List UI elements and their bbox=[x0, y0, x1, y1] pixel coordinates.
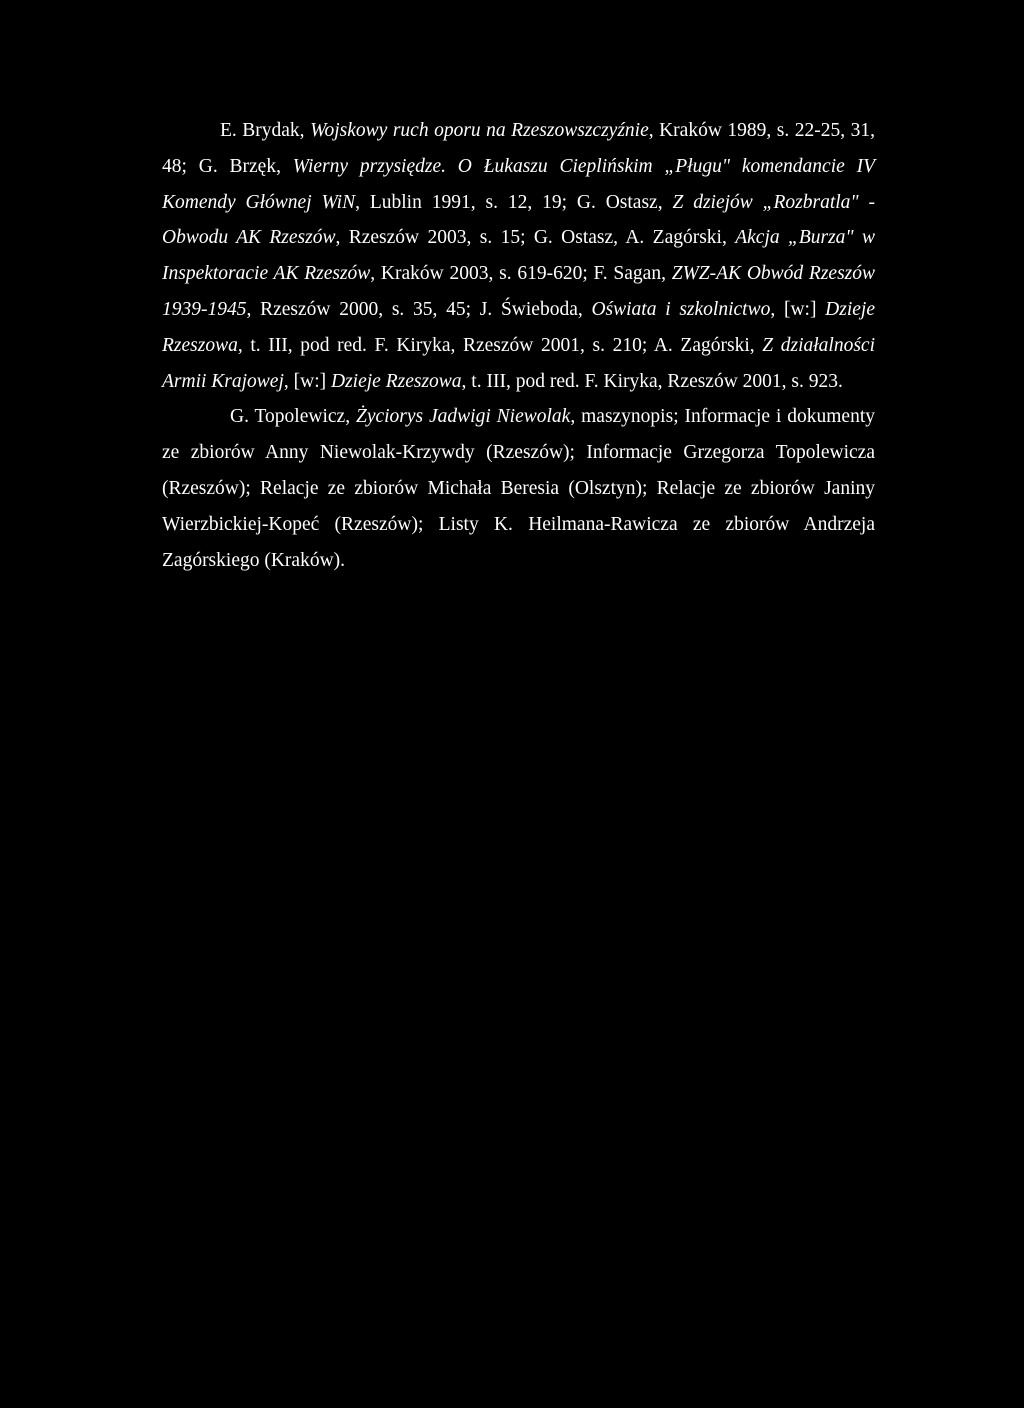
text-segment-italic: Wojskowy ruch oporu na Rzeszowszczyźnie bbox=[310, 120, 649, 141]
text-segment: , [w:] bbox=[770, 298, 826, 320]
bibliography-text bbox=[162, 113, 875, 578]
text-segment: , [w:] bbox=[283, 370, 332, 392]
text-segment-italic: Z dziejów „Rozbratla" - Obwodu AK Rzeszów bbox=[162, 191, 875, 249]
text-segment-italic: ZWZ-AK Obwód Rzeszów 1939-1945 bbox=[162, 263, 875, 320]
text-segment: G. Topolewicz, bbox=[230, 406, 356, 428]
text-segment-italic: Oświata i szkolnictwo bbox=[591, 298, 771, 320]
text-segment: , Kraków 2003, s. 619-620; F. Sagan, bbox=[370, 263, 672, 285]
bibliography-paragraph-2 bbox=[162, 399, 875, 578]
bibliography-paragraph-1 bbox=[162, 113, 875, 399]
text-segment: , t. III, pod red. F. Kiryka, Rzeszów 2001, s. 210; A. Zagórski, bbox=[237, 334, 763, 356]
text-segment-italic: Dzieje Rzeszowa bbox=[331, 370, 462, 392]
text-segment: , Rzeszów 2003, s. 15; G. Ostasz, A. Zagórski, bbox=[335, 227, 736, 249]
text-segment-italic: Dzieje Rzeszowa bbox=[162, 298, 875, 356]
text-segment-italic: Życiorys Jadwigi Niewolak bbox=[355, 406, 571, 428]
text-segment: , Rzeszów 2000, s. 35, 45; J. Świeboda, bbox=[246, 298, 592, 320]
text-segment-italic: Wierny przysiędze. O Łukaszu Cieplińskim „Pługu" komendancie IV Komendy Głównej WiN bbox=[162, 155, 875, 213]
text-segment: , maszynopis; Informacje i dokumenty ze zbiorów Anny Niewolak-Krzywdy (Rzeszów); Informacje Grzegorza Topolewicza (Rzeszów); Relacje ze zbiorów Michała Beresia (Olsztyn); Relacje ze zbiorów Janiny Wierzbickiej-Kopeć (Rzeszów); Listy K. Heilmana-Rawicza ze zbiorów Andrzeja Zagórskiego (Kraków). bbox=[162, 406, 876, 571]
text-segment: E. Brydak, bbox=[220, 120, 311, 141]
text-segment-italic: Z działalności Armii Krajowej bbox=[162, 334, 875, 392]
text-segment: , Lublin 1991, s. 12, 19; G. Ostasz, bbox=[355, 191, 673, 213]
text-segment: , Kraków 1989, s. 22-25, 31, 48; G. Brzęk, bbox=[162, 120, 875, 177]
text-segment-italic: Akcja „Burza" w Inspektoracie AK Rzeszów bbox=[162, 227, 875, 285]
text-segment: , t. III, pod red. F. Kiryka, Rzeszów 2001, s. 923. bbox=[461, 370, 843, 392]
